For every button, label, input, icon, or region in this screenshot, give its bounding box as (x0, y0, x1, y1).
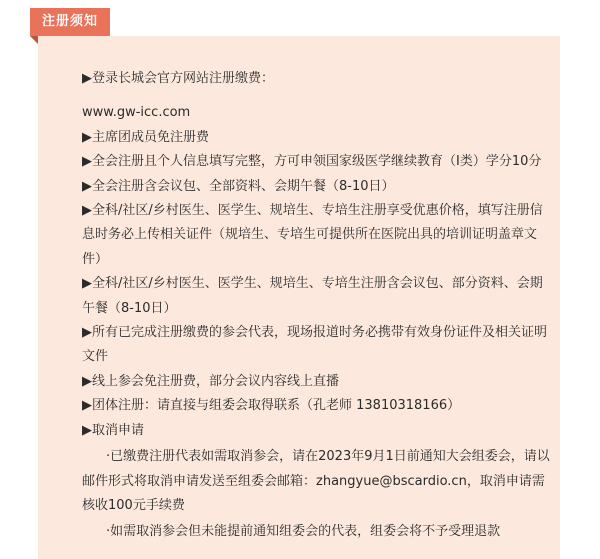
notice-line-credits: ▶全会注册且个人信息填写完整，方可申领国家级医学继续教育（I类）学分10分 (82, 154, 542, 170)
notice-line-no-refund: ·如需取消参会但未能提前通知组委会的代表，组委会将不予受理退款 (106, 524, 501, 540)
notice-line-discount-package: ▶全科/社区/乡村医生、医学生、规培生、专培生注册含会议包、部分资料、会期午餐（8-10日） (82, 276, 543, 316)
notice-line-cancel-policy: ·已缴费注册代表如需取消参会，请在2023年9月1日前通知大会组委会，请以邮件形式将取消申请发送至组委会邮箱：zhangyue@bscardio.cn，取消申请需核收100元手续费 (82, 449, 550, 513)
website-url[interactable]: www.gw-icc.com (82, 105, 191, 121)
notice-line-presidium: ▶主席团成员免注册费 (82, 129, 209, 145)
notice-line-login: ▶登录长城会官方网站注册缴费： (82, 71, 274, 86)
notice-line-cancel-title: ▶取消申请 (82, 422, 144, 438)
notice-content (82, 67, 552, 545)
section-tag-fold (30, 36, 38, 44)
section-tag (30, 8, 110, 36)
section-tag-label: 注册须知 (42, 14, 99, 29)
notice-line-group: ▶团体注册：请直接与组委会取得联系（孔老师 13810318166） (82, 398, 461, 414)
notice-line-package: ▶全会注册含会议包、全部资料、会期午餐（8-10日） (82, 178, 395, 194)
notice-line-online: ▶线上参会免注册费，部分会议内容线上直播 (82, 373, 339, 389)
notice-line-discount: ▶全科/社区/乡村医生、医学生、规培生、专培生注册享受优惠价格，填写注册信息时务必上传相关证件（规培生、专培生可提供所在医院出具的培训证明盖章文件） (82, 203, 543, 267)
notice-line-documents: ▶所有已完成注册缴费的参会代表，现场报道时务必携带有效身份证件及相关证明文件 (82, 325, 547, 365)
